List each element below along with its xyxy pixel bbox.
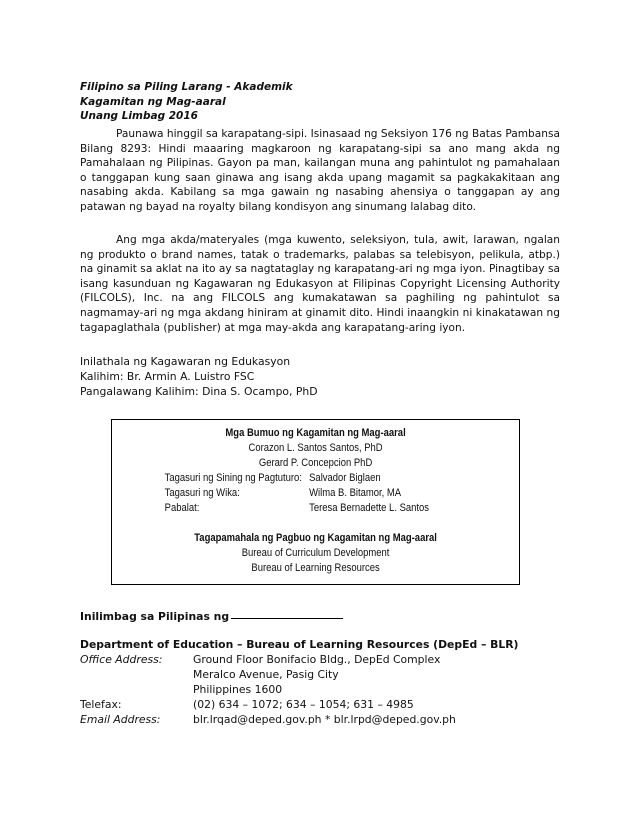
office-address-row — [80, 652, 518, 667]
team-title: Mga Bumuo ng Kagamitan ng Mag-aaral — [225, 427, 406, 439]
role-label: Tagasuri ng Wika: — [164, 487, 240, 499]
office-address-row — [80, 682, 518, 697]
telefax-value: (02) 634 – 1072; 634 – 1054; 631 – 4985 — [193, 698, 414, 711]
printer-blank-line — [231, 618, 343, 619]
printed-in-line — [80, 610, 343, 623]
email-value: blr.lrqad@deped.gov.ph * blr.lrpd@deped.gov.ph — [193, 713, 456, 726]
department-name: Department of Education – Bureau of Learning Resources (DepEd – BLR) — [80, 638, 519, 651]
telefax-label: Telefax: — [80, 698, 122, 711]
secretary: Kalihim: Br. Armin A. Luistro FSC — [80, 370, 255, 383]
role-row — [141, 501, 491, 516]
subject-title: Filipino sa Piling Larang - Akademik — [80, 81, 293, 93]
email-label: Email Address: — [80, 713, 161, 726]
printed-in-label: Inilimbag sa Pilipinas ng — [80, 610, 230, 623]
role-row — [141, 471, 491, 486]
bureau-curriculum: Bureau of Curriculum Development — [241, 547, 390, 559]
copyright-notice-paragraph: Paunawa hinggil sa karapatang-sipi. Isinasaad ng Seksiyon 176 ng Batas Pambansa Bilang 8293: Hindi maaaring magkaroon ng karapatang-sipi sa ano mang akda ng Pamahalaan ng Pilipinas. Gayon pa man, kailangan muna ang pahintulot ng pamahalaan o tanggapan kung saan ginawa ang isang akda upang magamit sa pagkakakitaan ang nasabing akda. Kabilang sa mga gawain ng nasabing ahensiya o tanggapan ay ang patawan ng bayad na royalty bilang kondisyon ang sinumang lalabag dito. — [80, 128, 560, 213]
management-title: Tagapamahala ng Pagbuo ng Kagamitan ng Mag-aaral — [194, 532, 437, 544]
role-value: Wilma B. Bitamor, MA — [309, 487, 402, 499]
bureau-learning-resources: Bureau of Learning Resources — [251, 562, 380, 574]
publisher-credits — [80, 354, 318, 399]
telefax-row — [80, 697, 518, 712]
role-label: Tagasuri ng Sining ng Pagtuturo: — [164, 472, 302, 484]
role-row — [141, 486, 491, 501]
office-address-label: Office Address: — [80, 653, 163, 666]
role-value: Teresa Bernadette L. Santos — [309, 502, 430, 514]
document-header — [80, 80, 293, 124]
materials-paragraph: Ang mga akda/materyales (mga kuwento, seleksiyon, tula, awit, larawan, ngalan ng produkto o brand names, tatak o trademarks, palabas sa telebisyon, pelikula, atbp.) na ginamit sa aklat na ito ay sa nagtataglay ng karapatang-ari ng mga iyon. Pinagtibay sa isang kasunduan ng Kagawaran ng Edukasyon at Filipinas Copyright Licensing Authority (FILCOLS), Inc. na ang FILCOLS ang kumakatawan sa paghiling ng pahintulot sa nagmamay-ari ng mga akdang hiniram at ginamit dito. Hindi inaangkin ni kinakatawan ng tagapaglathala (publisher) at mga may-akda ang karapatang-aring iyon. — [80, 234, 560, 334]
undersecretary: Pangalawang Kalihim: Dina S. Ocampo, PhD — [80, 385, 318, 398]
role-label: Pabalat: — [164, 502, 200, 514]
contact-block — [80, 637, 518, 727]
office-address-line: Philippines 1600 — [193, 683, 283, 696]
author-1: Corazon L. Santos Santos, PhD — [248, 442, 383, 454]
office-address-row — [80, 667, 518, 682]
email-row — [80, 712, 518, 727]
material-type: Kagamitan ng Mag-aaral — [80, 95, 226, 108]
office-address-line: Meralco Avenue, Pasig City — [193, 668, 339, 681]
edition: Unang Limbag 2016 — [80, 110, 198, 122]
author-2: Gerard P. Concepcion PhD — [258, 457, 373, 469]
development-team-box — [111, 419, 520, 585]
office-address-line: Ground Floor Bonifacio Bldg., DepEd Complex — [193, 653, 441, 666]
role-value: Salvador Biglaen — [309, 472, 381, 484]
published-by: Inilathala ng Kagawaran ng Edukasyon — [80, 355, 291, 368]
